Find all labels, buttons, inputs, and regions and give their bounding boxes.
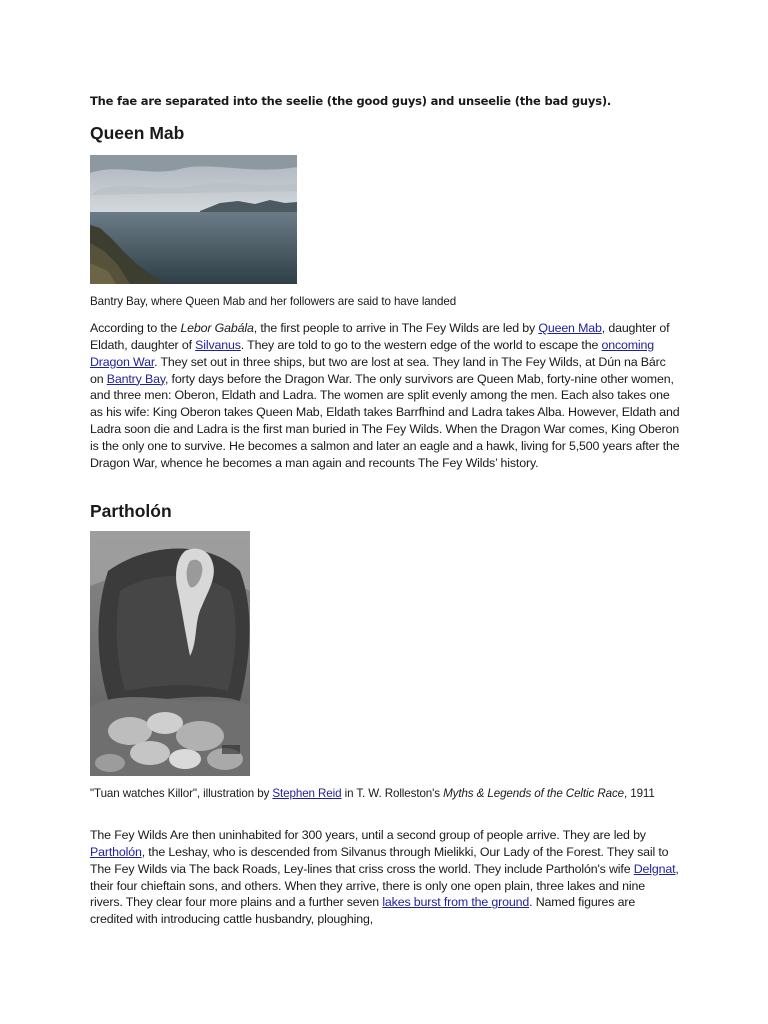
link-partholon[interactable]: Partholón xyxy=(90,844,142,859)
heading-partholon: Partholón xyxy=(90,501,172,521)
intro-text: The fae are separated into the seelie (the good guys) and unseelie (the bad guys). xyxy=(90,94,612,108)
bantry-bay-caption: Bantry Bay, where Queen Mab and her followers are said to have landed xyxy=(90,295,457,308)
myths-legends-title: Myths & Legends of the Celtic Race xyxy=(443,787,624,800)
tuan-watches-killor-illustration xyxy=(90,531,250,776)
queen-mab-paragraph: According to the Lebor Gabála, the first people to arrive in The Fey Wilds are led by Queen Mab, daughter of Eldath, daughter of Silvanus. They are told to go to the western edge of the world to escape the oncoming Dragon War. They set out in three ships, but two are lost at sea. They land in The Fey Wilds, at Dún na Bárc on Bantry Bay, forty days before the Dragon War. The only survivors are Queen Mab, forty-nine other women, and three men: Oberon, Eldath and Ladra. The women are split evenly among the men. Each also takes one as his wife: King Oberon takes Queen Mab, Eldath takes Barrfhind and Ladra takes Alba. However, Eldath and Ladra soon die and Ladra is the first man buried in The Fey Wilds. When the Dragon War comes, King Oberon is the only one to survive. He becomes a salmon and later an eagle and a hawk, living for 5,500 years after the Dragon War, whence he becomes a man again and recounts The Fey Wilds’ history. xyxy=(90,321,680,470)
link-queen-mab[interactable]: Queen Mab xyxy=(538,321,602,335)
link-lakes-burst-from-the-ground[interactable]: lakes burst from the ground xyxy=(382,895,530,910)
lebor-gabala-title: Lebor Gabála xyxy=(180,321,254,335)
tuan-caption: "Tuan watches Killor", illustration by Stephen Reid in T. W. Rolleston's Myths & Legends of the Celtic Race, 1911 xyxy=(90,787,655,800)
link-oncoming-dragon-war[interactable]: oncoming Dragon War xyxy=(90,337,655,369)
link-delgnat[interactable]: Delgnat xyxy=(633,861,676,876)
link-silvanus[interactable]: Silvanus xyxy=(195,337,241,352)
link-stephen-reid[interactable]: Stephen Reid xyxy=(272,787,342,800)
heading-queen-mab: Queen Mab xyxy=(90,123,185,143)
partholon-paragraph: The Fey Wilds Are then uninhabited for 300 years, until a second group of people arrive. They are led by Partholón, the Leshay, who is descended from Silvanus through Mielikki, Our Lady of the Forest. They sail to The Fey Wilds via The back Roads, Ley-lines that criss cross the world. They include Partholón's wife Delgnat, their four chieftain sons, and others. When they arrive, there is only one open plain, three lakes and nine rivers. They clear four more plains and a further seven lakes burst from the ground. Named figures are credited with introducing cattle husbandry, ploughing, xyxy=(90,828,679,927)
bantry-bay-image xyxy=(90,155,297,284)
link-bantry-bay[interactable]: Bantry Bay xyxy=(106,371,165,386)
